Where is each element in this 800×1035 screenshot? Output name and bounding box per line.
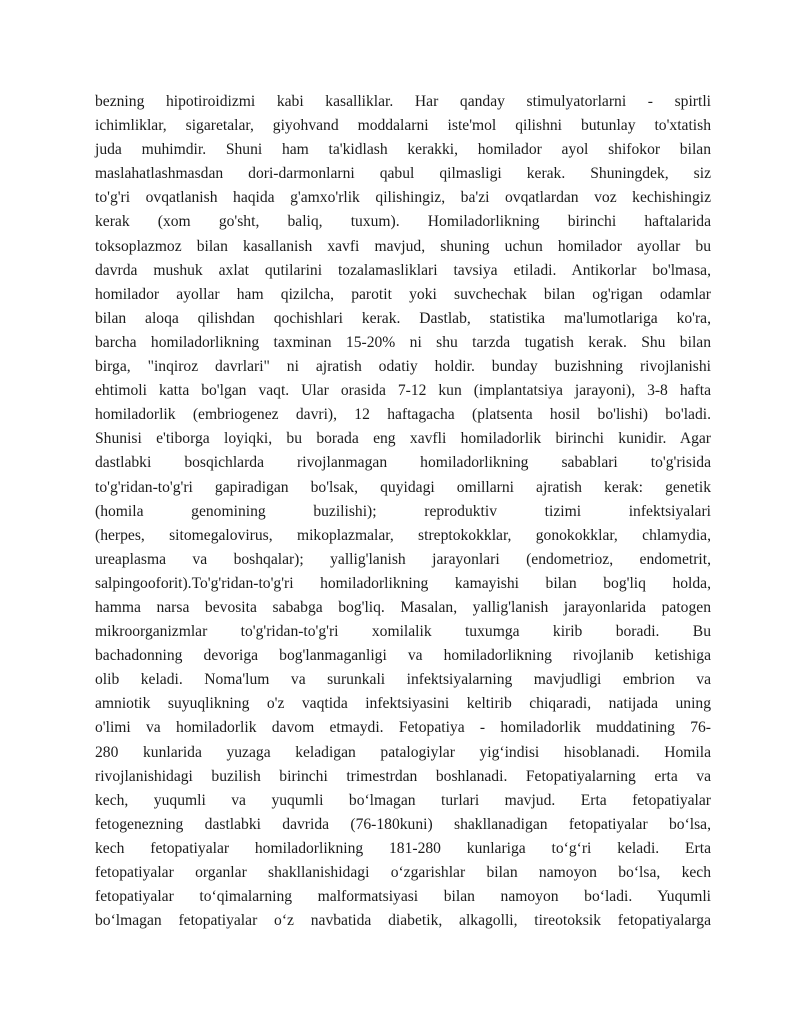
text-line: mikroorganizmlar to'g'ridan-to'g'ri xomilalik tuxumga kirib boradi. Bu [95, 623, 711, 641]
text-line: Shunisi e'tiborga loyiqki, bu borada eng xavfli homiladorlik birinchi kunidir. Agar [95, 430, 711, 448]
text-line: barcha homiladorlikning taxminan 15-20% ni shu tarzda tugatish kerak. Shu bilan [95, 333, 711, 351]
text-line: ichimliklar, sigaretalar, giyohvand moddalarni iste'mol qilishni butunlay to'xtatish [95, 117, 711, 135]
text-line: hamma narsa bevosita sababga bog'liq. Masalan, yallig'lanish jarayonlarida patogen [95, 598, 711, 616]
text-line: ehtimoli katta bo'lgan vaqt. Ular orasida 7-12 kun (implantatsiya jarayoni), 3-8 hafta [95, 382, 711, 400]
text-line: salpingooforit).To'g'ridan-to'g'ri homiladorlikning kamayishi bilan bog'liq holda, [95, 574, 711, 592]
text-line: homiladorlik (embriogenez davri), 12 haftagacha (platsenta hosil bo'lishi) bo'ladi. [95, 406, 711, 424]
text-line: davrda mushuk axlat qutilarini tozalamasliklari tavsiya etiladi. Antikorlar bo'lmasa, [95, 261, 711, 279]
text-line: fetopatiyalar organlar shakllanishidagi o‘zgarishlar bilan namoyon bo‘lsa, kech [95, 864, 711, 881]
text-line: ureaplasma va boshqalar); yallig'lanish jarayonlari (endometrioz, endometrit, [95, 550, 711, 568]
text-line: (herpes, sitomegalovirus, mikoplazmalar, streptokokklar, gonokokklar, chlamydia, [95, 526, 711, 544]
text-line: olib keladi. Noma'lum va surunkali infektsiyalarning mavjudligi embrion va [95, 671, 711, 689]
text-line: homilador ayollar ham qizilcha, parotit yoki suvchechak bilan og'rigan odamlar [95, 285, 711, 303]
text-line: kech fetopatiyalar homiladorlikning 181-280 kunlariga to‘g‘ri keladi. Erta [95, 839, 711, 857]
text-line: 280 kunlarida yuzaga keladigan patalogiylar yig‘indisi hisoblanadi. Homila [95, 743, 711, 761]
text-line: juda muhimdir. Shuni ham ta'kidlash kerakki, homilador ayol shifokor bilan [95, 141, 711, 159]
text-line: bezning hipotiroidizmi kabi kasalliklar. Har qanday stimulyatorlarni - spirtli [95, 93, 711, 110]
text-line: bachadonning devoriga bog'lanmaganligi va homiladorlikning rivojlanib ketishiga [95, 647, 711, 665]
text-line: dastlabki bosqichlarda rivojlanmagan homiladorlikning sabablari to'g'risida [95, 454, 711, 472]
text-line: fetopatiyalar to‘qimalarning malformatsiyasi bilan namoyon bo‘ladi. Yuqumli [95, 888, 711, 906]
text-line: (homila genomining buzilishi); reproduktiv tizimi infektsiyalari [95, 502, 711, 520]
text-line: fetogenezning dastlabki davrida (76-180kuni) shakllanadigan fetopatiyalar bo‘lsa, [95, 815, 711, 833]
text-line: bilan aloqa qilishdan qochishlari kerak. Dastlab, statistika ma'lumotlariga ko'ra, [95, 309, 711, 327]
text-line: birga, "inqiroz davrlari" ni ajratish odatiy holdir. bunday buzishning rivojlanishi [95, 358, 711, 376]
text-line: toksoplazmoz bilan kasallanish xavfi mavjud, shuning uchun homilador ayollar bu [95, 237, 711, 255]
text-line: to'g'ridan-to'g'ri gapiradigan bo'lsak, quyidagi omillarni ajratish kerak: genetik [95, 478, 711, 496]
text-line: maslahatlashmasdan dori-darmonlarni qabul qilmasligi kerak. Shuningdek, siz [95, 165, 711, 183]
text-line: kech, yuqumli va yuqumli bo‘lmagan turlari mavjud. Erta fetopatiyalar [95, 791, 711, 809]
text-line: bo‘lmagan fetopatiyalar o‘z navbatida diabetik, alkagolli, tireotoksik fetopatiyalarga [95, 912, 711, 930]
text-line: to'g'ri ovqatlanish haqida g'amxo'rlik qilishingiz, ba'zi ovqatlardan voz kechishingiz [95, 189, 711, 207]
text-line: rivojlanishidagi buzilish birinchi trimestrdan boshlanadi. Fetopatiyalarning erta va [95, 767, 711, 785]
text-line: o'limi va homiladorlik davom etmaydi. Fetopatiya - homiladorlik muddatining 76- [95, 719, 711, 737]
text-line: kerak (xom go'sht, baliq, tuxum). Homiladorlikning birinchi haftalarida [95, 213, 711, 231]
document-body [95, 90, 711, 933]
text-line: amniotik suyuqlikning o'z vaqtida infektsiyasini keltirib chiqaradi, natijada uning [95, 695, 711, 713]
